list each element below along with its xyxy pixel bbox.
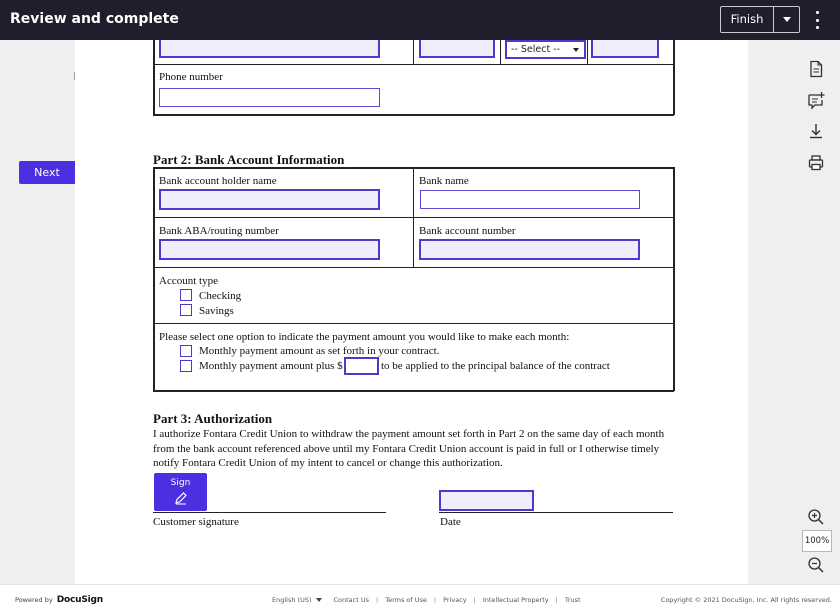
account-number-label: Bank account number	[419, 225, 516, 237]
monthly-option-label: Monthly payment amount as set forth in your contract.	[199, 345, 440, 357]
state-select-value: -- Select --	[511, 44, 561, 55]
next-button[interactable]: Next	[19, 161, 75, 184]
bank-name-field[interactable]	[420, 190, 640, 209]
footer-link-ip[interactable]: Intellectual Property	[482, 596, 549, 604]
checking-label: Checking	[199, 290, 242, 302]
copyright: Copyright © 2021 DocuSign, Inc. All rights reserved.	[660, 596, 832, 604]
powered-by	[15, 595, 103, 605]
city-field[interactable]	[419, 40, 495, 58]
table-border	[587, 40, 588, 64]
authorization-line: I authorize Fontara Credit Union to withdraw the payment amount set forth in Part 2 on the same day of each month	[153, 428, 665, 440]
sign-button[interactable]	[154, 473, 207, 511]
table-border	[153, 390, 674, 392]
table-border	[153, 114, 674, 116]
savings-checkbox[interactable]	[180, 304, 192, 316]
authorization-line: from the bank account referenced above until my Fontara Credit Union account is paid in full or I otherwise timely	[153, 443, 660, 455]
document-icon[interactable]	[806, 59, 826, 79]
chevron-down-icon	[573, 48, 579, 52]
zoom-out-icon[interactable]	[806, 555, 826, 575]
footer-divider: |	[473, 596, 476, 604]
phone-label: Phone number	[159, 71, 223, 83]
language-select[interactable]: English (US)	[272, 596, 312, 604]
footer-divider: |	[555, 596, 558, 604]
table-border	[413, 40, 414, 64]
date-line	[439, 512, 673, 513]
aba-field[interactable]	[159, 239, 380, 260]
part2-heading: Part 2: Bank Account Information	[153, 152, 345, 167]
holder-name-label: Bank account holder name	[159, 175, 277, 187]
docusign-logo: DocuSign	[56, 595, 103, 605]
table-border	[153, 267, 674, 268]
zoom-level[interactable]: 100%	[802, 530, 832, 552]
more-options-icon[interactable]	[812, 11, 822, 29]
footer-link-terms[interactable]: Terms of Use	[385, 596, 427, 604]
footer	[0, 584, 840, 614]
extra-amount-field[interactable]	[344, 357, 379, 375]
table-border	[153, 217, 674, 218]
table-border	[153, 64, 674, 65]
plus-option-checkbox[interactable]	[180, 360, 192, 372]
plus-option-prefix: Monthly payment amount plus $	[199, 360, 343, 372]
part3-heading: Part 3: Authorization	[153, 411, 273, 426]
zoom-in-icon[interactable]	[806, 507, 826, 527]
aba-label: Bank ABA/routing number	[159, 225, 279, 237]
savings-label: Savings	[199, 305, 234, 317]
finish-button[interactable]: Finish	[730, 12, 764, 26]
address-field[interactable]	[159, 40, 380, 58]
download-icon[interactable]	[806, 121, 826, 141]
signature-caption: Customer signature	[153, 516, 239, 528]
authorization-line: notify Fontara Credit Union of my intent to cancel or change this authorization.	[153, 457, 503, 469]
table-border	[500, 40, 501, 64]
footer-link-privacy[interactable]: Privacy	[443, 596, 467, 604]
date-caption: Date	[440, 516, 461, 528]
signature-line	[153, 512, 386, 513]
powered-by-text: Powered by	[15, 596, 53, 604]
finish-options-dropdown[interactable]	[774, 7, 799, 32]
chevron-down-icon	[783, 17, 791, 22]
table-border	[673, 167, 675, 391]
payment-prompt: Please select one option to indicate the payment amount you would like to make each month:	[159, 331, 570, 343]
page-title: Review and complete	[10, 11, 179, 27]
phone-field[interactable]	[159, 88, 380, 107]
footer-divider: |	[376, 596, 379, 604]
table-border	[153, 167, 155, 391]
print-icon[interactable]	[806, 153, 826, 173]
chevron-down-icon	[316, 598, 322, 602]
plus-option-suffix: to be applied to the principal balance of the contract	[381, 360, 610, 372]
table-border	[673, 40, 675, 115]
bank-name-label: Bank name	[419, 175, 469, 187]
date-field[interactable]	[439, 490, 534, 511]
account-number-field[interactable]	[419, 239, 640, 260]
zip-field[interactable]	[591, 40, 659, 58]
footer-links	[272, 596, 581, 604]
document-page	[75, 40, 748, 584]
holder-name-field[interactable]	[159, 189, 380, 210]
monthly-option-checkbox[interactable]	[180, 345, 192, 357]
account-type-label: Account type	[159, 275, 218, 287]
sign-button-label: Sign	[170, 478, 191, 488]
footer-link-contact[interactable]: Contact Us	[333, 596, 369, 604]
checking-checkbox[interactable]	[180, 289, 192, 301]
footer-link-trust[interactable]: Trust	[564, 596, 581, 604]
footer-divider: |	[433, 596, 437, 604]
finish-button-group[interactable]	[720, 6, 800, 33]
table-border	[153, 323, 674, 324]
state-select[interactable]	[505, 40, 586, 59]
comment-add-icon[interactable]	[806, 90, 826, 110]
table-border	[153, 40, 155, 115]
top-bar	[0, 0, 840, 40]
pen-icon	[174, 491, 188, 505]
